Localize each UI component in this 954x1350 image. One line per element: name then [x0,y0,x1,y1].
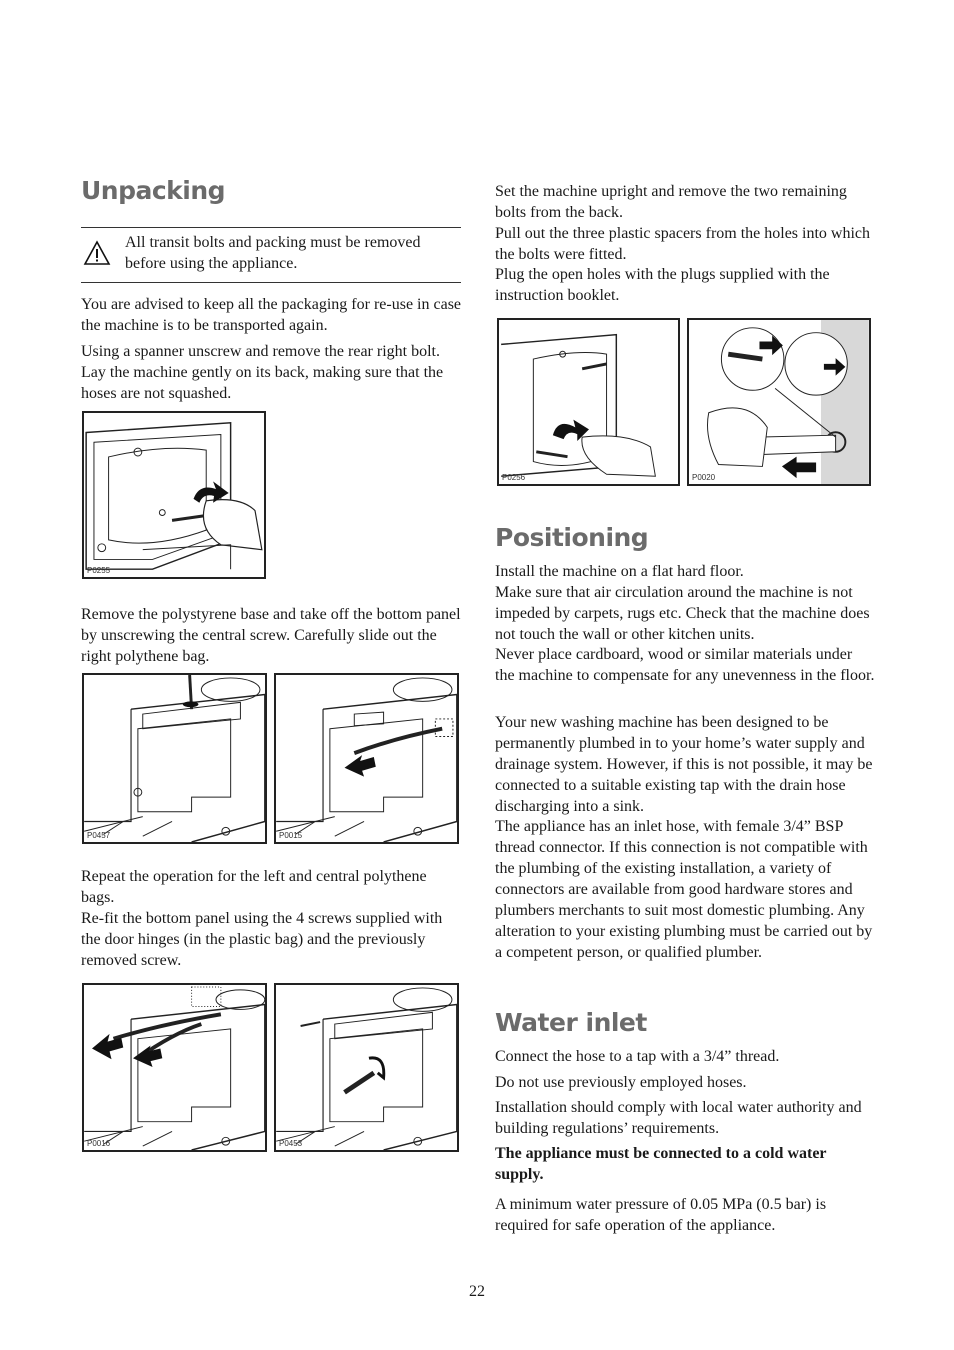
no-old-hoses-paragraph: Do not use previously employed hoses. [495,1074,747,1091]
figure-remove-rear-bolt [82,411,266,579]
figure-code: P0453 [279,1139,303,1148]
polystyrene-paragraph: Remove the polystyrene base and take off the bottom panel by unscrewing the central screw. Carefully slide out the right polythene bag. [81,606,461,665]
plumbing-paragraph: Your new washing machine has been designed to be permanently plumbed in to your home’s water supply and drainage system. However, if this is not possible, it may be connected to a suitable existing tap with the drain hose discharging into a sink. [495,714,873,815]
inlet-hose-paragraph: The appliance has an inlet hose, with female 3/4” BSP thread connector. If this connection is not compatible with the plumbing of the existing installation, a variety of connectors are available from good hardware stores and plumbers merchants to suit most domestic plumbing. Any alteration to your existing plumbing must be carried out by a competent person, or qualified plumber. [495,818,873,961]
connect-hose-paragraph: Connect the hose to a tap with a 3/4” thread. [495,1048,780,1065]
packaging-paragraph: You are advised to keep all the packaging for re-use in case the machine is to be transported again. [81,296,462,334]
flat-floor-paragraph: Install the machine on a flat hard floor. [495,563,744,580]
warning-box [81,227,461,283]
unevenness-paragraph: Never place cardboard, wood or similar materials under the machine to compensate for any unevenness in the floor. [495,646,875,684]
positioning-heading: Positioning [495,523,649,552]
spacers-and-plugs-illustration [689,320,869,484]
figure-remove-back-bolts [497,318,680,486]
left-central-bags-illustration [84,985,265,1150]
figure-plug-holes [687,318,871,486]
repeat-operation-paragraph: Repeat the operation for the left and central polythene bags. [81,868,427,906]
figure-code: P0457 [87,831,111,840]
refit-panel-paragraph: Re-fit the bottom panel using the 4 screws supplied with the door hinges (in the plastic bag) and the previously removed screw. [81,910,443,969]
air-circulation-paragraph: Make sure that air circulation around the machine is not impeded by carpets, rugs etc. Check that the machine does not touch the wall or other kitchen units. [495,584,870,643]
figure-code: P0255 [87,566,111,575]
warning-text: All transit bolts and packing must be removed before using the appliance. [125,234,421,272]
back-bolts-spanner-illustration [499,320,678,484]
figure-code: P0016 [87,1139,111,1148]
pull-spacers-paragraph: Pull out the three plastic spacers from the holes into which the bolts were fitted. [495,225,871,263]
figure-remove-left-bags [82,983,267,1152]
page-number: 22 [469,1283,485,1300]
warning-triangle-icon [83,240,111,266]
unpacking-heading: Unpacking [81,176,226,205]
polythene-bag-illustration [276,675,457,842]
figure-code: P0020 [692,473,716,482]
machine-back-spanner-illustration [84,413,264,577]
figure-refit-panel [274,983,459,1152]
figure-code: P0256 [502,473,526,482]
rear-bolt-paragraph: Using a spanner unscrew and remove the rear right bolt. Lay the machine gently on its back, making sure that the hoses are not squashed. [81,343,444,402]
cold-water-notice: The appliance must be connected to a cold water supply. [495,1145,827,1183]
figure-slide-out-bag [274,673,459,844]
refit-panel-screwdriver-illustration [276,985,457,1150]
figure-remove-panel-screw [82,673,267,844]
set-upright-paragraph: Set the machine upright and remove the two remaining bolts from the back. [495,183,847,221]
bottom-panel-screw-illustration [84,675,265,842]
regulations-paragraph: Installation should comply with local water authority and building regulations’ requirements. [495,1099,862,1137]
water-inlet-heading: Water inlet [495,1008,647,1037]
figure-code: P0015 [279,831,303,840]
plug-holes-paragraph: Plug the open holes with the plugs supplied with the instruction booklet. [495,266,830,304]
water-pressure-paragraph: A minimum water pressure of 0.05 MPa (0.5 bar) is required for safe operation of the appliance. [495,1196,827,1234]
